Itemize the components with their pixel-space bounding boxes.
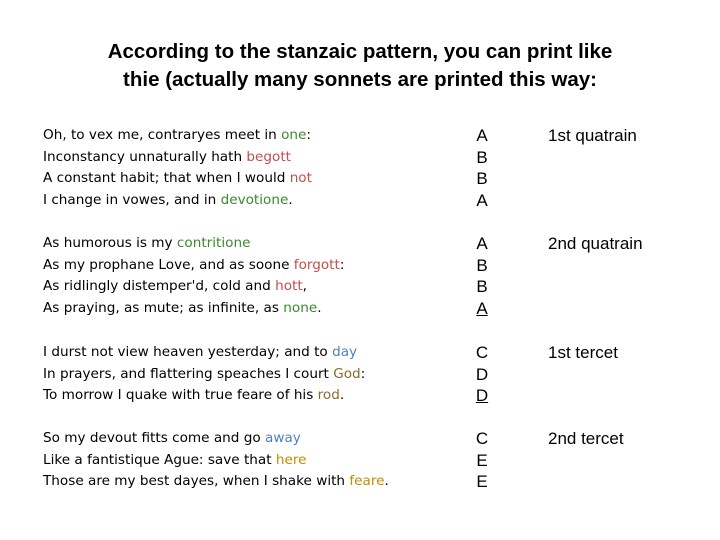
poem-line xyxy=(43,125,312,147)
poem-line xyxy=(43,255,344,277)
rhyme-letter: D xyxy=(475,386,489,405)
stanza-label: 2nd quatrain xyxy=(548,234,643,253)
rhyme-word: not xyxy=(289,170,312,186)
line-text: Oh, to vex me, contraryes meet in xyxy=(43,127,282,143)
poem-line xyxy=(43,276,344,298)
line-text: I durst not view heaven yesterday; and to xyxy=(43,344,333,360)
rhyme-word: day xyxy=(332,344,358,360)
rhyme-scheme xyxy=(471,125,493,211)
rhyme-letter: A xyxy=(476,298,488,318)
poem-line xyxy=(43,147,312,169)
poem-line xyxy=(43,450,389,472)
poem-line xyxy=(43,168,312,190)
line-punctuation: . xyxy=(384,473,389,489)
line-text: As my prophane Love, and as soone xyxy=(43,256,294,273)
stanza-label: 1st tercet xyxy=(548,343,618,362)
rhyme-word: here xyxy=(275,451,307,468)
rhyme-word: begott xyxy=(246,148,292,165)
rhyme-letter: B xyxy=(476,169,488,188)
rhyme-letter: B xyxy=(476,277,488,296)
rhyme-scheme xyxy=(471,428,493,493)
stanza-lines xyxy=(43,125,312,211)
rhyme-letter: C xyxy=(475,429,489,448)
stanza-label: 2nd tercet xyxy=(548,429,624,448)
line-punctuation: . xyxy=(288,191,293,208)
line-text: Like a fantistique Ague: save that xyxy=(43,451,276,468)
line-text: As humorous is my xyxy=(43,235,177,251)
rhyme-word: none xyxy=(283,299,318,316)
rhyme-letter: C xyxy=(475,343,489,362)
poem-line xyxy=(43,342,365,364)
line-text: In prayers, and flattering speaches I court xyxy=(43,365,334,382)
rhyme-scheme xyxy=(471,342,493,407)
rhyme-word: hott xyxy=(275,278,303,294)
poem-line xyxy=(43,428,389,450)
line-punctuation: . xyxy=(317,299,322,316)
rhyme-word: feare xyxy=(349,473,385,489)
rhyme-letter: E xyxy=(476,472,488,491)
rhyme-word: one xyxy=(281,127,307,143)
rhyme-letter: A xyxy=(476,126,488,145)
line-punctuation: : xyxy=(306,127,311,143)
rhyme-letter: E xyxy=(476,450,488,470)
title-line-1: According to the stanzaic pattern, you can print like xyxy=(107,40,613,63)
line-text: I change in vowes, and in xyxy=(43,191,221,208)
line-text: Inconstancy unnaturally hath xyxy=(43,148,247,165)
poem-line xyxy=(43,190,312,212)
poem-line xyxy=(43,298,344,320)
stanza-lines xyxy=(43,233,344,319)
poem-line xyxy=(43,233,344,255)
rhyme-word: God xyxy=(333,365,361,382)
poem-line xyxy=(43,364,365,386)
title-line-2: thie (actually many sonnets are printed this way: xyxy=(123,68,597,91)
rhyme-word: rod xyxy=(317,387,340,403)
line-punctuation: , xyxy=(302,278,307,294)
rhyme-letter: A xyxy=(476,234,488,253)
poem-line xyxy=(43,471,389,493)
rhyme-word: devotione xyxy=(220,191,289,208)
line-text: To morrow I quake with true feare of his xyxy=(43,387,318,403)
rhyme-letter: B xyxy=(476,147,488,167)
line-punctuation: : xyxy=(360,365,366,382)
rhyme-word: away xyxy=(265,430,301,446)
line-text: Those are my best dayes, when I shake with xyxy=(43,473,350,489)
line-text: So my devout fitts come and go xyxy=(43,430,266,446)
poem-line xyxy=(43,385,365,407)
stanza-lines xyxy=(43,342,365,407)
slide-title xyxy=(0,38,720,94)
line-punctuation: : xyxy=(339,256,345,273)
rhyme-word: contritione xyxy=(176,235,251,251)
line-text: As ridlingly distemper'd, cold and xyxy=(43,278,276,294)
stanza-lines xyxy=(43,428,389,493)
line-punctuation: . xyxy=(339,387,345,403)
rhyme-letter: A xyxy=(476,190,488,210)
rhyme-letter: B xyxy=(476,255,488,275)
stanza-label: 1st quatrain xyxy=(548,126,637,145)
line-text: As praying, as mute; as infinite, as xyxy=(43,299,284,316)
rhyme-word: forgott xyxy=(293,256,340,273)
line-text: A constant habit; that when I would xyxy=(43,170,290,186)
rhyme-scheme xyxy=(471,233,493,319)
rhyme-letter: D xyxy=(475,364,489,384)
